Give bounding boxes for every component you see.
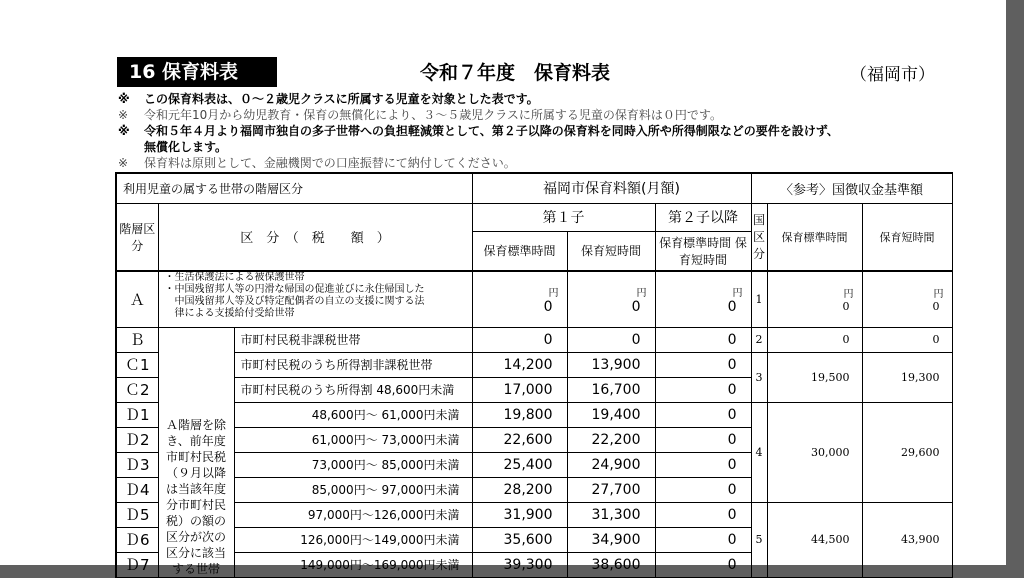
level-cell: Ａ [116, 271, 158, 327]
header-ref-short: 保育短時間 [862, 203, 952, 271]
ref-short: 円 0 [862, 271, 952, 327]
fee-standard: 25,400 [472, 452, 567, 477]
header-second-child: 第２子以降 [655, 203, 751, 231]
level-cell: Ｂ [116, 327, 158, 352]
fee-short: 38,600 [567, 552, 655, 577]
fee-second-child: 0 [655, 502, 751, 527]
header-level: 階層区分 [116, 203, 158, 271]
level-cell: Ｃ2 [116, 377, 158, 402]
ref-standard: 30,000 [767, 402, 862, 502]
level-cell: Ｄ5 [116, 502, 158, 527]
ref-short: 19,300 [862, 352, 952, 402]
category-cell: 市町村民税のうち所得割非課税世帯 [234, 352, 472, 377]
fee-second-child: 円 0 [655, 271, 751, 327]
fee-second-child: 0 [655, 552, 751, 577]
fee-short: 0 [567, 327, 655, 352]
level-cell: Ｄ2 [116, 427, 158, 452]
fee-second-child: 0 [655, 452, 751, 477]
fee-standard: 14,200 [472, 352, 567, 377]
category-cell: 73,000円～ 85,000円未満 [234, 452, 472, 477]
category-cell: 97,000円～126,000円未満 [234, 502, 472, 527]
header-category: 区 分 （ 税 額 ） [158, 203, 472, 271]
fee-short: 27,700 [567, 477, 655, 502]
fee-second-child: 0 [655, 402, 751, 427]
level-cell: Ｄ7 [116, 552, 158, 577]
fee-short: 22,200 [567, 427, 655, 452]
header-fukuoka-fee: 福岡市保育料額(月額) [472, 173, 751, 203]
category-cell: ・生活保護法による被保護世帯 ・中国残留邦人等の円滑な帰国の促進並びに永住帰国した 中国残留邦人等及び特定配偶者の自立の支援に関する法 律による支援給付受給世帯 [158, 271, 472, 327]
fee-second-child: 0 [655, 327, 751, 352]
fee-second-child: 0 [655, 477, 751, 502]
city-label: （福岡市） [850, 65, 935, 85]
fee-short: 13,900 [567, 352, 655, 377]
category-cell: 149,000円～169,000円未満 [234, 552, 472, 577]
note-3: ※ 令和５年４月より福岡市独自の多子世帯への負担軽減策として、第２子以降の保育料を同時入所や所得制限などの要件を設けず、 [118, 124, 839, 138]
ref-standard: 19,500 [767, 352, 862, 402]
fee-short: 16,700 [567, 377, 655, 402]
ref-standard: 円 0 [767, 271, 862, 327]
ref-standard: 44,500 [767, 502, 862, 577]
fee-standard: 35,600 [472, 527, 567, 552]
level-cell: Ｄ4 [116, 477, 158, 502]
section-badge: 16 保育料表 [117, 57, 277, 87]
fee-standard: 31,900 [472, 502, 567, 527]
fee-standard: 17,000 [472, 377, 567, 402]
national-class: 1 [751, 271, 767, 327]
fee-standard: 28,200 [472, 477, 567, 502]
fee-short: 円 0 [567, 271, 655, 327]
header-standard-time: 保育標準時間 [472, 231, 567, 271]
note-2: ※ 令和元年10月から幼児教育・保育の無償化により、３～５歳児クラスに所属する児童の保育料は０円です。 [118, 108, 722, 122]
fee-standard: 0 [472, 327, 567, 352]
header-second-child-times: 保育標準時間 保育短時間 [655, 231, 751, 271]
note-3-cont: 無償化します。 [144, 140, 228, 154]
category-cell: 85,000円～ 97,000円未満 [234, 477, 472, 502]
fee-short: 31,300 [567, 502, 655, 527]
note-1: ※ この保育料表は、０～２歳児クラスに所属する児童を対象とした表です。 [118, 92, 539, 106]
fee-short: 19,400 [567, 402, 655, 427]
fee-second-child: 0 [655, 527, 751, 552]
fee-standard: 22,600 [472, 427, 567, 452]
ref-standard: 0 [767, 327, 862, 352]
level-cell: Ｄ6 [116, 527, 158, 552]
page-title: 令和７年度 保育料表 [420, 62, 611, 84]
category-cell: 市町村民税のうち所得割 48,600円未満 [234, 377, 472, 402]
ref-short: 0 [862, 327, 952, 352]
fee-standard: 39,300 [472, 552, 567, 577]
fee-short: 24,900 [567, 452, 655, 477]
national-class: 2 [751, 327, 767, 352]
category-cell: 126,000円～149,000円未満 [234, 527, 472, 552]
header-ref-standard: 保育標準時間 [767, 203, 862, 271]
national-class: 4 [751, 402, 767, 502]
ref-short: 29,600 [862, 402, 952, 502]
national-class: 5 [751, 502, 767, 577]
header-first-child: 第１子 [472, 203, 655, 231]
fee-short: 34,900 [567, 527, 655, 552]
header-national-class: 国区分 [751, 203, 767, 271]
fee-standard: 円 0 [472, 271, 567, 327]
header-reference: 〈参考〉国徴収金基準額 [751, 173, 952, 203]
category-cell: 市町村民税非課税世帯 [234, 327, 472, 352]
header-short-time: 保育短時間 [567, 231, 655, 271]
note-4: ※ 保育料は原則として、金融機関での口座振替にて納付してください。 [118, 156, 516, 170]
national-class: 3 [751, 352, 767, 402]
fee-second-child: 0 [655, 427, 751, 452]
category-cell: 48,600円～ 61,000円未満 [234, 402, 472, 427]
fee-second-child: 0 [655, 352, 751, 377]
fee-second-child: 0 [655, 377, 751, 402]
ref-short: 43,900 [862, 502, 952, 577]
group-label: Ａ階層を除き、前年度市町村民税（９月以降は当該年度分市町村民税）の額の区分が次の区分に該当する世帯 [158, 327, 234, 577]
level-cell: Ｄ1 [116, 402, 158, 427]
fee-standard: 19,800 [472, 402, 567, 427]
header-household: 利用児童の属する世帯の階層区分 [116, 173, 472, 203]
fee-table [115, 172, 953, 578]
level-cell: Ｃ1 [116, 352, 158, 377]
category-cell: 61,000円～ 73,000円未満 [234, 427, 472, 452]
level-cell: Ｄ3 [116, 452, 158, 477]
